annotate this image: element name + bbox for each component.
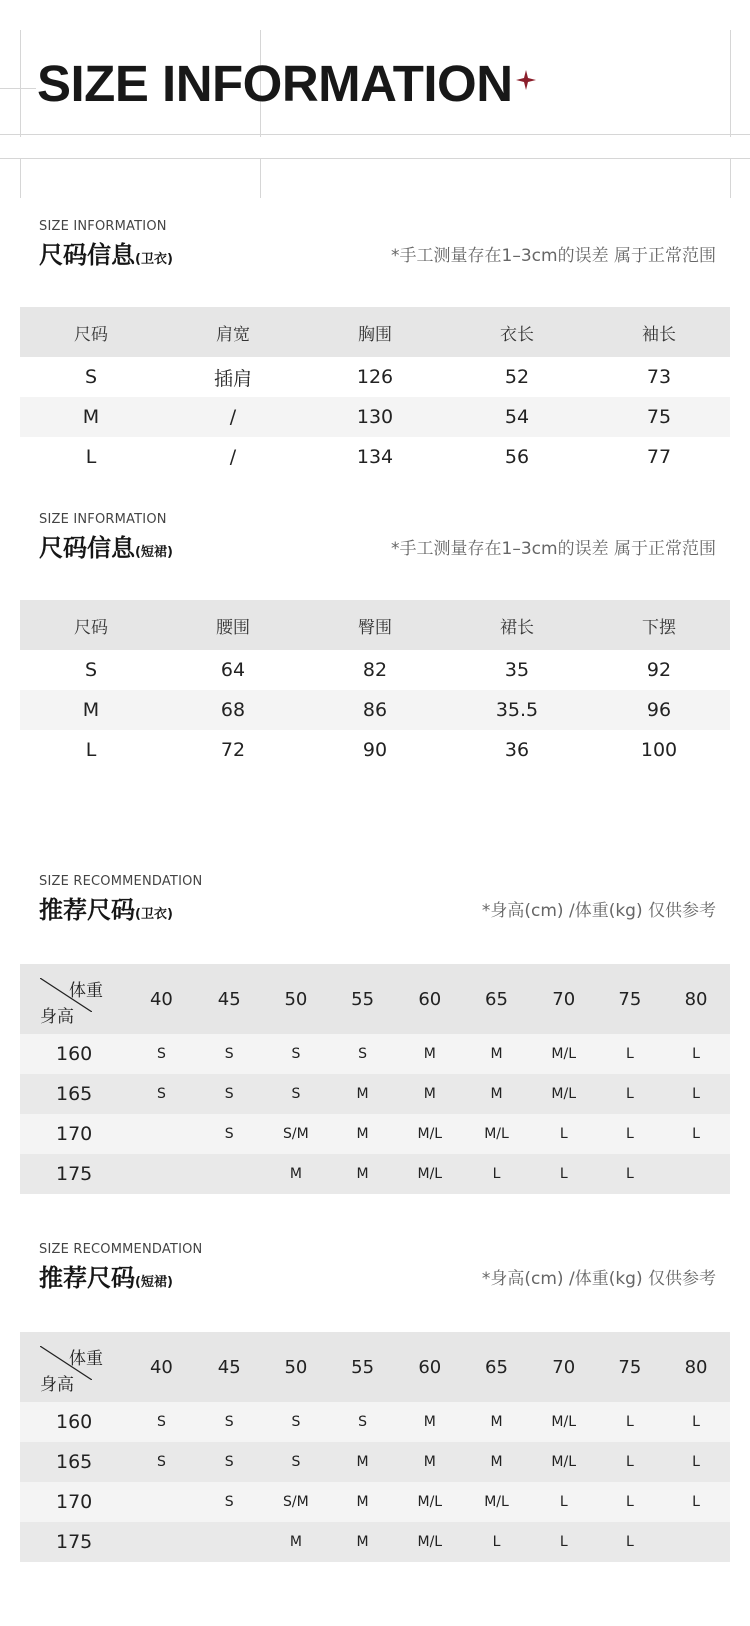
section-hoodie-recommendation	[0, 874, 750, 954]
table-cell: 35.5	[495, 699, 539, 721]
section-title-main: 尺码信息	[39, 534, 135, 562]
hero-grid-line-5	[260, 158, 261, 198]
column-header: 腰围	[216, 617, 250, 638]
size-cell: M	[490, 1414, 503, 1430]
height-cell: 160	[56, 1411, 93, 1433]
size-cell: M/L	[551, 1454, 577, 1470]
size-cell: M	[490, 1454, 503, 1470]
section-title	[39, 1258, 173, 1293]
size-cell: M	[490, 1046, 503, 1062]
size-cell	[662, 1522, 730, 1562]
size-cell: M	[356, 1454, 369, 1470]
weight-header: 65	[485, 1356, 508, 1378]
weight-header: 45	[217, 988, 241, 1010]
column-header: 尺码	[74, 617, 108, 638]
size-cell: M	[356, 1126, 369, 1142]
section-skirt-recommendation	[0, 1242, 750, 1322]
weight-header: 60	[418, 1356, 442, 1378]
weight-header: 50	[284, 988, 308, 1010]
height-cell: 160	[56, 1043, 93, 1065]
height-cell: 175	[56, 1531, 93, 1553]
size-cell: L	[625, 1454, 634, 1470]
weight-header: 40	[149, 988, 173, 1010]
table-row	[20, 357, 730, 397]
weight-header: 70	[552, 988, 576, 1010]
column-header: 臀围	[358, 617, 392, 638]
size-cell: L	[625, 1166, 634, 1182]
corner-weight-label: 体重	[69, 1349, 103, 1369]
section-title-main: 推荐尺码	[39, 1264, 135, 1292]
table-row	[20, 690, 730, 730]
table-row	[20, 1402, 730, 1442]
hero-grid-line-4	[20, 158, 21, 198]
diagonal-divider	[40, 978, 92, 1012]
size-cell: S	[157, 1454, 166, 1470]
table-row	[20, 650, 730, 690]
weight-header: 70	[552, 1356, 576, 1378]
height-cell: 170	[56, 1123, 93, 1145]
size-cell: L	[692, 1086, 700, 1102]
size-cell: L	[692, 1494, 700, 1510]
column-header: 衣长	[500, 324, 534, 345]
table-cell: 130	[356, 406, 394, 428]
section-subtitle: SIZE RECOMMENDATION	[39, 874, 203, 889]
size-cell: M	[423, 1046, 436, 1062]
section-note: *身高(cm) /体重(kg) 仅供参考	[481, 1269, 716, 1289]
size-cell: L	[692, 1126, 700, 1142]
size-cell: M	[423, 1414, 436, 1430]
table-cell: 75	[646, 406, 672, 428]
hero-grid-line-6	[730, 158, 731, 198]
weight-header: 55	[351, 1356, 375, 1378]
table-row	[20, 1114, 730, 1154]
sparkle-star-icon	[516, 70, 536, 90]
size-cell: L	[492, 1534, 501, 1550]
size-cell: M/L	[551, 1086, 577, 1102]
size-cell	[662, 1154, 730, 1194]
size-cell: L	[625, 1046, 634, 1062]
size-cell: S	[224, 1126, 234, 1142]
size-cell: L	[559, 1166, 568, 1182]
size-cell: S	[157, 1046, 166, 1062]
table-cell: 64	[220, 659, 246, 681]
size-cell: S	[291, 1414, 301, 1430]
section-title	[39, 890, 173, 925]
size-cell	[128, 1482, 196, 1522]
table-cell: 35	[504, 659, 530, 681]
section-note: *手工测量存在1–3cm的误差 属于正常范围	[391, 246, 716, 266]
size-cell: M/L	[551, 1046, 577, 1062]
size-cell: L	[492, 1166, 501, 1182]
skirt-size-table	[20, 600, 730, 770]
hoodie-recommendation-table	[20, 964, 730, 1194]
size-cell: S	[224, 1046, 234, 1062]
column-header: 尺码	[74, 324, 108, 345]
weight-header: 55	[351, 988, 375, 1010]
size-cell: S	[291, 1454, 301, 1470]
size-cell: M	[356, 1494, 369, 1510]
column-header: 肩宽	[216, 324, 250, 345]
weight-header: 75	[618, 1356, 642, 1378]
hero-grid-line-3	[730, 30, 731, 137]
corner-header-cell	[20, 1332, 128, 1402]
section-title-tag: (短裙)	[135, 545, 173, 560]
section-title-main: 推荐尺码	[39, 896, 135, 924]
size-cell: L	[625, 1534, 634, 1550]
size-cell: M	[356, 1534, 369, 1550]
corner-weight-label: 体重	[69, 981, 103, 1001]
hero-grid-line-1	[20, 30, 21, 137]
weight-header: 80	[684, 1356, 708, 1378]
table-row	[20, 730, 730, 770]
table-cell: S	[84, 659, 98, 681]
table-header-row	[20, 307, 730, 357]
size-cell: M/L	[551, 1414, 577, 1430]
weight-header: 40	[149, 1356, 173, 1378]
size-cell: M/L	[484, 1126, 509, 1142]
table-row	[20, 1482, 730, 1522]
section-title-tag: (卫衣)	[135, 252, 173, 267]
section-note: *手工测量存在1–3cm的误差 属于正常范围	[391, 539, 716, 559]
hero-divider-top	[0, 134, 750, 135]
table-row	[20, 1074, 730, 1114]
table-cell: 86	[362, 699, 388, 721]
size-cell: M/L	[417, 1534, 443, 1550]
diagonal-divider	[40, 1346, 92, 1380]
size-cell: L	[625, 1126, 634, 1142]
height-cell: 170	[56, 1491, 93, 1513]
weight-header: 50	[284, 1356, 308, 1378]
corner-header-cell	[20, 964, 128, 1034]
size-cell	[195, 1154, 263, 1194]
size-cell: S	[358, 1046, 368, 1062]
skirt-recommendation-table	[20, 1332, 730, 1562]
size-cell: S	[157, 1414, 166, 1430]
size-cell: S	[291, 1086, 301, 1102]
size-cell: L	[625, 1494, 634, 1510]
size-cell: S	[224, 1086, 234, 1102]
size-cell: M	[289, 1534, 302, 1550]
size-cell: L	[559, 1534, 568, 1550]
table-cell: 73	[646, 366, 672, 388]
table-cell: 54	[504, 406, 530, 428]
size-cell: L	[559, 1494, 568, 1510]
size-cell	[195, 1522, 263, 1562]
size-cell: S	[224, 1454, 234, 1470]
table-header-row	[20, 964, 730, 1034]
size-cell	[128, 1154, 196, 1194]
corner-diagonal-label	[20, 1332, 128, 1402]
size-cell: S	[224, 1414, 234, 1430]
weight-header: 80	[684, 988, 708, 1010]
size-cell: S	[224, 1494, 234, 1510]
table-cell: 56	[504, 446, 530, 468]
table-cell: M	[82, 406, 100, 428]
column-header: 裙长	[500, 617, 534, 638]
size-cell: L	[692, 1414, 700, 1430]
size-cell: M	[356, 1086, 369, 1102]
size-cell: M	[423, 1086, 436, 1102]
size-cell: S	[157, 1086, 166, 1102]
size-cell: M	[289, 1166, 302, 1182]
table-cell: /	[229, 446, 237, 468]
size-cell: S/M	[283, 1126, 309, 1142]
hero-title: SIZE INFORMATION	[37, 55, 513, 112]
size-cell: S	[291, 1046, 301, 1062]
section-title	[39, 235, 173, 270]
section-skirt-size-info	[0, 512, 750, 592]
table-cell: /	[229, 406, 237, 428]
size-cell: L	[692, 1454, 700, 1470]
table-row	[20, 397, 730, 437]
size-cell	[128, 1522, 196, 1562]
section-subtitle: SIZE INFORMATION	[39, 512, 167, 527]
column-header: 下摆	[642, 617, 676, 638]
table-cell: M	[82, 699, 100, 721]
section-hoodie-size-info	[0, 219, 750, 299]
table-cell: 插肩	[213, 367, 252, 390]
table-cell: 68	[220, 699, 246, 721]
table-header-row	[20, 600, 730, 650]
table-row	[20, 1154, 730, 1194]
table-row	[20, 437, 730, 477]
section-note: *身高(cm) /体重(kg) 仅供参考	[481, 901, 716, 921]
weight-header: 45	[217, 1356, 241, 1378]
table-cell: 96	[646, 699, 672, 721]
column-header: 袖长	[642, 324, 676, 345]
table-cell: L	[85, 739, 97, 761]
table-cell: 52	[504, 366, 530, 388]
size-cell	[128, 1114, 196, 1154]
size-cell: M	[423, 1454, 436, 1470]
table-cell: L	[85, 446, 97, 468]
table-cell: 82	[362, 659, 388, 681]
height-cell: 165	[56, 1083, 93, 1105]
size-cell: L	[559, 1126, 568, 1142]
section-title-main: 尺码信息	[39, 241, 135, 269]
size-cell: M/L	[417, 1494, 443, 1510]
size-cell: M/L	[417, 1126, 443, 1142]
height-cell: 165	[56, 1451, 93, 1473]
size-cell: L	[625, 1086, 634, 1102]
section-subtitle: SIZE RECOMMENDATION	[39, 1242, 203, 1257]
section-title	[39, 528, 173, 563]
hoodie-size-table	[20, 307, 730, 477]
table-cell: 36	[504, 739, 530, 761]
size-cell: L	[625, 1414, 634, 1430]
table-header-row	[20, 1332, 730, 1402]
size-cell: M/L	[417, 1166, 443, 1182]
weight-header: 60	[418, 988, 442, 1010]
table-cell: 90	[362, 739, 388, 761]
table-cell: 134	[356, 446, 394, 468]
height-cell: 175	[56, 1163, 93, 1185]
size-cell: S	[358, 1414, 368, 1430]
size-cell: M	[490, 1086, 503, 1102]
table-cell: 72	[220, 739, 246, 761]
size-cell: L	[692, 1046, 700, 1062]
corner-height-label: 身高	[40, 1375, 74, 1395]
section-title-tag: (短裙)	[135, 1275, 173, 1290]
table-row	[20, 1034, 730, 1074]
section-subtitle: SIZE INFORMATION	[39, 219, 167, 234]
size-cell: M/L	[484, 1494, 509, 1510]
hero-divider-bottom	[0, 158, 750, 159]
table-cell: 126	[356, 366, 394, 388]
weight-header: 75	[618, 988, 642, 1010]
table-cell: S	[84, 366, 98, 388]
size-cell: S/M	[283, 1494, 309, 1510]
hero-divider-mid	[0, 88, 36, 89]
table-row	[20, 1522, 730, 1562]
table-cell: 77	[646, 446, 672, 468]
corner-diagonal-label	[20, 964, 128, 1034]
table-row	[20, 1442, 730, 1482]
weight-header: 65	[485, 988, 508, 1010]
table-cell: 92	[646, 659, 672, 681]
section-title-tag: (卫衣)	[135, 907, 173, 922]
column-header: 胸围	[358, 324, 392, 345]
size-cell: M	[356, 1166, 369, 1182]
corner-height-label: 身高	[40, 1007, 74, 1027]
table-cell: 100	[640, 739, 678, 761]
